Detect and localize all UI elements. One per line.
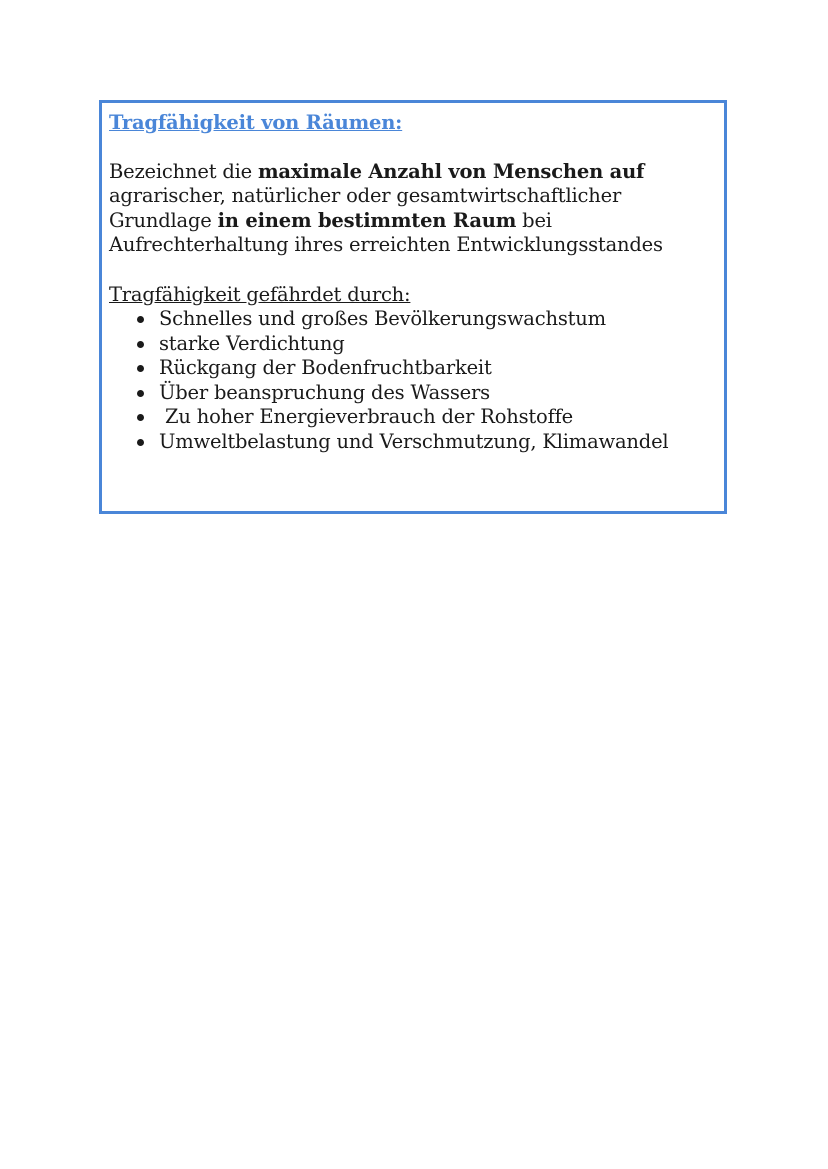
list-item [137,430,720,455]
list-item-text: starke Verdichtung [159,331,345,355]
list-item [137,332,720,357]
list-item [137,405,720,430]
bullet-icon [137,414,144,421]
list-item-text: Schnelles und großes Bevölkerungswachstum [159,307,606,330]
card-title: Tragfähigkeit von Räumen: [109,111,403,134]
definition-bold-1: maximale Anzahl von Menschen auf [258,159,645,183]
definition-bold-2: in einem bestimmten Raum [217,208,517,232]
list-item [137,307,720,332]
threats-heading: Tragfähigkeit gefährdet durch: [109,282,411,306]
list-item [137,356,720,381]
definition-text-1: Bezeichnet die [109,159,258,183]
bullet-icon [137,365,144,372]
list-item [137,381,720,406]
bullet-icon [137,390,144,397]
definition-paragraph [109,160,720,258]
card-content [109,111,720,454]
threats-list [109,307,720,454]
list-item-text: Umweltbelastung und Verschmutzung, Klimawandel [159,429,669,453]
bullet-icon [137,439,144,446]
definition-card [99,100,727,514]
list-item-text: Rückgang der Bodenfruchtbarkeit [159,356,492,379]
list-item-text: Zu hoher Energieverbrauch der Rohstoffe [159,405,573,428]
list-item-text: Über beanspruchung des Wassers [159,380,490,404]
bullet-icon [137,341,144,348]
definition-text-2: agrarischer, natürlicher oder gesamtwirtschaftlicher Grundlage [109,184,622,232]
bullet-icon [137,316,144,323]
definition-text-3: bei Aufrechterhaltung ihres erreichten Entwicklungsstandes [109,208,663,256]
